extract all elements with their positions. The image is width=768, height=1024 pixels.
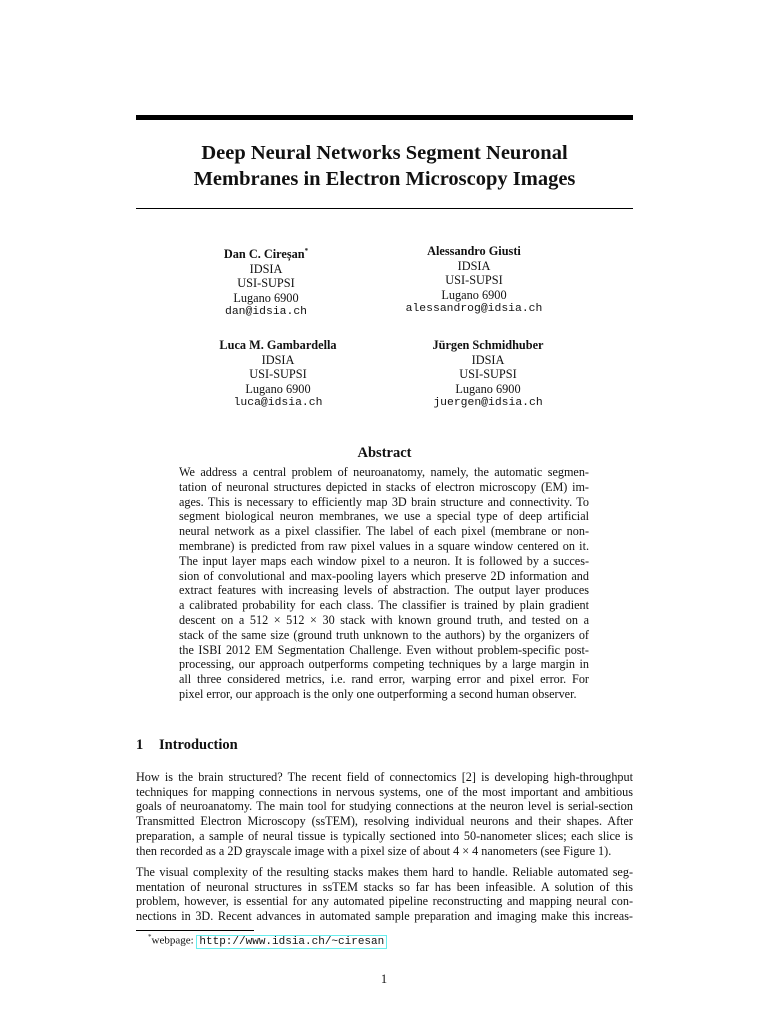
- author-dept: USI-SUPSI: [249, 367, 307, 382]
- body-line: techniques for mapping connections in nervous systems, one of the most important and ambitious: [136, 784, 633, 799]
- title-line-2: Membranes in Electron Microscopy Images: [193, 168, 576, 190]
- author-org: IDSIA: [457, 258, 491, 273]
- author-name: Alessandro Giusti: [427, 244, 521, 258]
- body-line: problem, however, is essential for any automated pipeline reconstructing and mapping neural con-: [136, 894, 633, 909]
- abstract-line: neural network as a pixel classifier. The label of each pixel (membrane or non-: [179, 524, 589, 539]
- body-line: mentation of neuronal structures in ssTEM stacks so far has been infeasible. A solution of this: [136, 879, 633, 894]
- body-line: The visual complexity of the resulting stacks makes them hard to handle. Reliable automated seg-: [136, 865, 633, 879]
- abstract-body: [179, 465, 589, 702]
- author-block: [378, 338, 598, 411]
- author-name: Jürgen Schmidhuber: [432, 338, 544, 352]
- abstract-line: segment biological neuron membranes, we use a special type of deep artificial: [179, 509, 589, 524]
- author-block: [156, 244, 376, 320]
- body-line: then recorded as a 2D grayscale image with a pixel size of about 4 × 4 nanometers (see Figure 1).: [136, 843, 612, 858]
- author-org: IDSIA: [261, 352, 295, 367]
- footnote: [148, 933, 387, 948]
- body-line: Transmitted Electron Microscopy (ssTEM), resolving individual neurons and their shapes. After: [136, 814, 633, 829]
- author-org: IDSIA: [249, 261, 283, 276]
- abstract-line: all three considered metrics, i.e. rand error, warping error and pixel error. For: [179, 672, 589, 687]
- author-email[interactable]: luca@idsia.ch: [233, 397, 323, 410]
- author-dept: USI-SUPSI: [459, 367, 517, 382]
- abstract-line: membrane) is predicted from raw pixel values in a square window centered on it.: [179, 538, 589, 553]
- body-line: How is the brain structured? The recent field of connectomics [2] is developing high-throughput: [136, 770, 633, 784]
- abstract-line: the ISBI 2012 EM Segmentation Challenge. Even without problem-specific post-: [179, 642, 589, 657]
- author-block: [364, 244, 584, 317]
- author-name: Luca M. Gambardella: [219, 338, 337, 352]
- title-rule: [136, 208, 633, 209]
- section-number: 1: [136, 737, 144, 753]
- abstract-line: processing, our approach outperforms competing techniques by a large margin in: [179, 657, 589, 672]
- author-city: Lugano 6900: [245, 381, 311, 396]
- footnote-label: webpage:: [151, 934, 194, 947]
- author-email[interactable]: alessandrog@idsia.ch: [405, 303, 543, 316]
- page-number: 1: [380, 972, 388, 986]
- abstract-line: pixel error, our approach is the only one outperforming a second human observer.: [179, 686, 577, 701]
- abstract-line: We address a central problem of neuroanatomy, namely, the automatic segmen-: [179, 465, 589, 479]
- author-dept: USI-SUPSI: [237, 276, 295, 291]
- body-line: goals of neuroanatomy. The main tool for studying connections at the neuron level is serial-section: [136, 799, 633, 814]
- author-dept: USI-SUPSI: [445, 273, 503, 288]
- author-name: Dan C. Cireșan*: [223, 247, 309, 262]
- abstract-heading: Abstract: [357, 445, 412, 461]
- intro-paragraph-1: [136, 770, 633, 858]
- author-city: Lugano 6900: [455, 381, 521, 396]
- abstract-line: descent on a 512 × 512 × 30 stack with known ground truth, and tested on a: [179, 612, 589, 627]
- abstract-line: The input layer maps each window pixel to a neuron. It is followed by a succes-: [179, 553, 589, 568]
- top-rule: [136, 115, 633, 120]
- title-line-1: Deep Neural Networks Segment Neuronal: [201, 142, 568, 164]
- abstract-line: stack of the same size (ground truth unknown to the authors) by the organizers of: [179, 627, 589, 642]
- section-title: Introduction: [159, 737, 238, 753]
- abstract-line: tation of neuronal structures depicted in stacks of electron microscopy (EM) im-: [179, 479, 589, 494]
- author-city: Lugano 6900: [441, 287, 507, 302]
- intro-paragraph-2: [136, 865, 633, 924]
- abstract-line: ages. This is necessary to efficiently map 3D brain structure and connectivity. To: [179, 494, 589, 509]
- author-city: Lugano 6900: [233, 290, 299, 305]
- author-org: IDSIA: [471, 352, 505, 367]
- abstract-line: extract features with increasing levels of abstraction. The output layer produces: [179, 583, 589, 598]
- paper-title: [136, 140, 633, 192]
- footnote-mark: *: [148, 933, 152, 941]
- body-line: preparation, a sample of neural tissue is typically sectioned into 50-nanometer slices; each slice is: [136, 828, 633, 843]
- footnote-rule: [136, 930, 254, 931]
- author-email[interactable]: dan@idsia.ch: [224, 306, 308, 319]
- abstract-line: sion of convolutional and max-pooling layers which preserve 2D information and: [179, 568, 589, 583]
- homepage-link[interactable]: http://www.idsia.ch/~ciresan: [196, 935, 387, 949]
- author-email[interactable]: juergen@idsia.ch: [433, 397, 543, 410]
- body-line: nections in 3D. Recent advances in automated sample preparation and imaging make this increas-: [136, 909, 633, 924]
- abstract-line: a calibrated probability for each class. The classifier is trained by plain gradient: [179, 598, 589, 613]
- section-heading: [136, 737, 238, 754]
- author-block: [168, 338, 388, 411]
